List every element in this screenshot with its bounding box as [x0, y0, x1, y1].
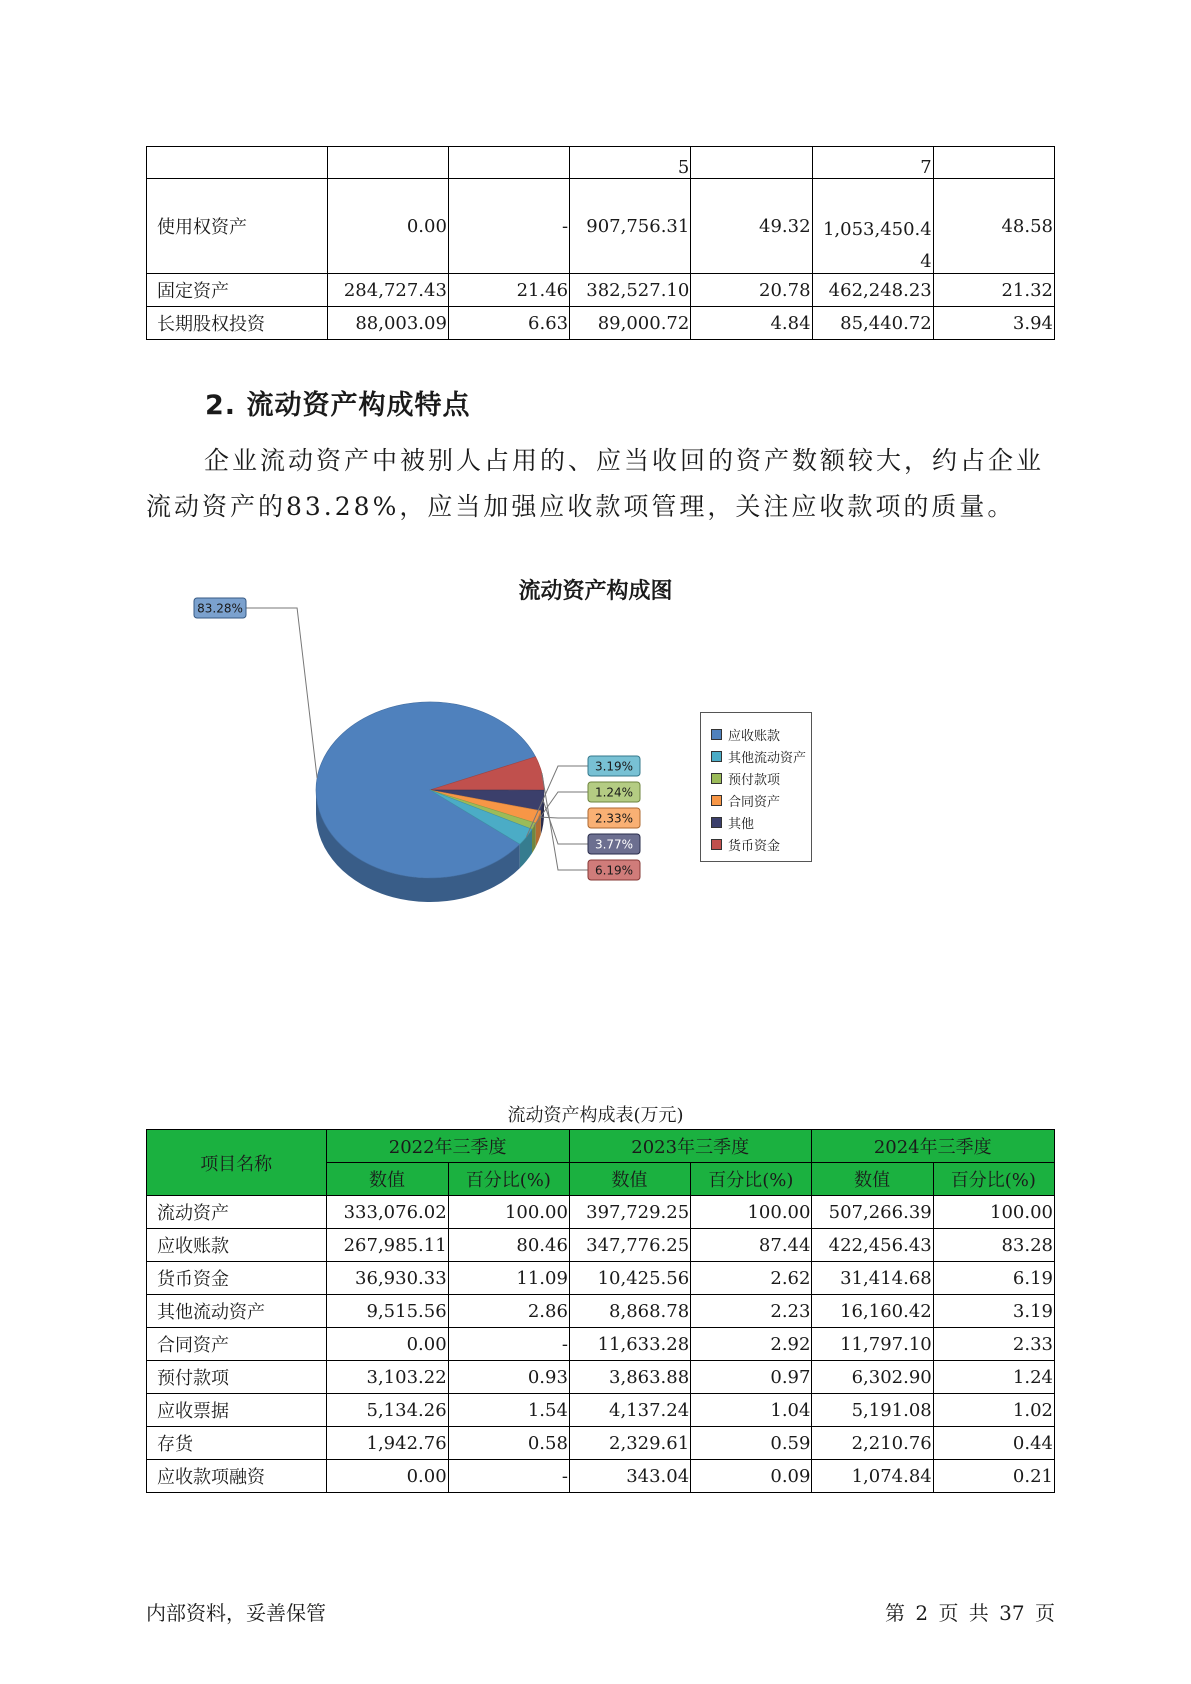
percent-cell: 3.19 [933, 1295, 1054, 1328]
legend-swatch [711, 817, 722, 828]
legend-swatch [711, 773, 722, 784]
table-row [147, 274, 1055, 307]
percent-cell: 0.21 [933, 1460, 1054, 1493]
table-row [147, 179, 1055, 274]
percent-cell: - [448, 179, 569, 274]
value-cell: 2,329.61 [569, 1427, 690, 1460]
legend-label: 应收账款 [728, 728, 781, 744]
percent-cell: 0.93 [448, 1361, 569, 1394]
percent-cell: 1.04 [691, 1394, 812, 1427]
percent-cell: 0.44 [933, 1427, 1054, 1460]
value-cell: 11,633.28 [569, 1328, 690, 1361]
table-row [147, 1460, 1055, 1493]
row-label: 使用权资产 [147, 179, 328, 274]
data-label: 83.28% [197, 601, 243, 616]
current-assets-table [146, 1129, 1055, 1493]
value-cell: 36,930.33 [327, 1262, 448, 1295]
value-cell: 0.00 [327, 1328, 448, 1361]
table-cell: 5 [570, 147, 691, 179]
data-label: 2.33% [594, 811, 634, 826]
value-cell: 85,440.72 [812, 307, 933, 340]
row-label: 预付款项 [147, 1361, 327, 1394]
column-header-period: 2022年三季度 [327, 1130, 570, 1163]
row-label: 长期股权投资 [147, 307, 328, 340]
value-cell: 3,103.22 [327, 1361, 448, 1394]
row-label: 固定资产 [147, 274, 328, 307]
table-row [147, 1328, 1055, 1361]
column-header-value: 数值 [327, 1163, 448, 1196]
percent-cell: 100.00 [448, 1196, 569, 1229]
value-line-1: 1,053,450.4 [822, 219, 932, 240]
row-label: 应收账款 [147, 1229, 327, 1262]
value-cell: 4,137.24 [569, 1394, 690, 1427]
table-cell [933, 147, 1054, 179]
pie-chart [190, 601, 670, 910]
legend-item [701, 789, 811, 811]
column-header-value: 数值 [812, 1163, 933, 1196]
percent-cell: 48.58 [933, 179, 1054, 274]
table-cell [147, 147, 328, 179]
leader-line [246, 608, 317, 778]
column-header-percent: 百分比(%) [933, 1163, 1054, 1196]
percent-cell: 20.78 [691, 274, 812, 307]
legend-label: 其他流动资产 [728, 750, 807, 766]
value-cell: 382,527.10 [570, 274, 691, 307]
percent-cell: 0.97 [691, 1361, 812, 1394]
row-label: 合同资产 [147, 1328, 327, 1361]
column-header-period: 2024年三季度 [812, 1130, 1055, 1163]
percent-cell: - [448, 1460, 569, 1493]
percent-cell: 1.24 [933, 1361, 1054, 1394]
percent-cell: 2.33 [933, 1328, 1054, 1361]
column-header-name: 项目名称 [147, 1130, 327, 1196]
data-label: 1.24% [594, 785, 634, 800]
legend-swatch [711, 751, 722, 762]
table-row [147, 1196, 1055, 1229]
value-cell: 11,797.10 [812, 1328, 933, 1361]
value-cell: 2,210.76 [812, 1427, 933, 1460]
value-cell: 347,776.25 [569, 1229, 690, 1262]
value-cell: 8,868.78 [569, 1295, 690, 1328]
table-caption: 流动资产构成表(万元) [507, 1105, 684, 1126]
value-cell: 3,863.88 [569, 1361, 690, 1394]
percent-cell: 2.23 [691, 1295, 812, 1328]
row-label: 货币资金 [147, 1262, 327, 1295]
row-label: 流动资产 [147, 1196, 327, 1229]
row-label: 应收款项融资 [147, 1460, 327, 1493]
value-cell: 462,248.23 [812, 274, 933, 307]
percent-cell: 4.84 [691, 307, 812, 340]
table-row [147, 307, 1055, 340]
table-cell [448, 147, 569, 179]
legend-item [701, 833, 811, 855]
body-paragraph: 企业流动资产中被别人占用的、应当收回的资产数额较大，约占企业流动资产的83.28%，应当加强应收款项管理，关注应收款项的质量。 [146, 446, 1045, 521]
table-cell [691, 147, 812, 179]
chart-legend [700, 712, 812, 862]
percent-cell: 3.94 [933, 307, 1054, 340]
table-row [147, 1295, 1055, 1328]
value-cell: 88,003.09 [327, 307, 448, 340]
value-cell: 31,414.68 [812, 1262, 933, 1295]
percent-cell: 6.19 [933, 1262, 1054, 1295]
table-cell [327, 147, 448, 179]
percent-cell: 2.62 [691, 1262, 812, 1295]
value-cell: 507,266.39 [812, 1196, 933, 1229]
value-cell: 267,985.11 [327, 1229, 448, 1262]
value-cell: 5,134.26 [327, 1394, 448, 1427]
percent-cell: 21.32 [933, 274, 1054, 307]
footer-confidential: 内部资料，妥善保管 [146, 1601, 326, 1625]
percent-cell: 83.28 [933, 1229, 1054, 1262]
percent-cell: 1.02 [933, 1394, 1054, 1427]
table-row [147, 1262, 1055, 1295]
data-label: 3.19% [594, 759, 634, 774]
percent-cell: 0.59 [691, 1427, 812, 1460]
table-row [147, 1229, 1055, 1262]
value-line-2: 4 [920, 251, 932, 272]
value-cell: 0.00 [327, 179, 448, 274]
leader-line [539, 817, 588, 818]
percent-cell: 49.32 [691, 179, 812, 274]
table-cell: 7 [812, 147, 933, 179]
value-cell: 89,000.72 [570, 307, 691, 340]
value-cell: 1,074.84 [812, 1460, 933, 1493]
value-cell: 6,302.90 [812, 1361, 933, 1394]
legend-label: 预付款项 [728, 772, 781, 788]
percent-cell: 100.00 [691, 1196, 812, 1229]
value-cell: 9,515.56 [327, 1295, 448, 1328]
table-row [147, 147, 1055, 179]
legend-swatch [711, 839, 722, 850]
legend-item [701, 767, 811, 789]
legend-item [701, 723, 811, 745]
data-label: 3.77% [594, 837, 634, 852]
header-row [147, 1130, 1055, 1163]
legend-label: 合同资产 [728, 794, 781, 810]
legend-swatch [711, 795, 722, 806]
table-row [147, 1427, 1055, 1460]
legend-swatch [711, 729, 722, 740]
section-heading: 2. 流动资产构成特点 [205, 390, 471, 421]
asset-table-continued [146, 146, 1055, 340]
percent-cell: 100.00 [933, 1196, 1054, 1229]
legend-item [701, 811, 811, 833]
percent-cell: 80.46 [448, 1229, 569, 1262]
row-label: 存货 [147, 1427, 327, 1460]
percent-cell: 6.63 [448, 307, 569, 340]
column-header-percent: 百分比(%) [691, 1163, 812, 1196]
footer-page-number: 第 2 页 共 37 页 [885, 1601, 1055, 1625]
column-header-period: 2023年三季度 [569, 1130, 812, 1163]
value-cell: 0.00 [327, 1460, 448, 1493]
legend-label: 货币资金 [728, 838, 781, 854]
value-cell: 1,942.76 [327, 1427, 448, 1460]
percent-cell: 2.92 [691, 1328, 812, 1361]
value-cell [812, 179, 933, 274]
value-cell: 343.04 [569, 1460, 690, 1493]
value-cell: 422,456.43 [812, 1229, 933, 1262]
legend-label: 其他 [728, 816, 755, 832]
row-label: 应收票据 [147, 1394, 327, 1427]
value-cell: 907,756.31 [570, 179, 691, 274]
value-cell: 333,076.02 [327, 1196, 448, 1229]
percent-cell: 0.09 [691, 1460, 812, 1493]
legend-item [701, 745, 811, 767]
value-cell: 10,425.56 [569, 1262, 690, 1295]
row-label: 其他流动资产 [147, 1295, 327, 1328]
value-cell: 5,191.08 [812, 1394, 933, 1427]
percent-cell: 1.54 [448, 1394, 569, 1427]
value-cell: 16,160.42 [812, 1295, 933, 1328]
column-header-percent: 百分比(%) [448, 1163, 569, 1196]
percent-cell: 2.86 [448, 1295, 569, 1328]
percent-cell: 21.46 [448, 274, 569, 307]
value-cell: 397,729.25 [569, 1196, 690, 1229]
value-cell: 284,727.43 [327, 274, 448, 307]
percent-cell: 11.09 [448, 1262, 569, 1295]
data-label: 6.19% [594, 863, 634, 878]
column-header-value: 数值 [569, 1163, 690, 1196]
chart-title: 流动资产构成图 [518, 579, 673, 604]
percent-cell: - [448, 1328, 569, 1361]
percent-cell: 0.58 [448, 1427, 569, 1460]
percent-cell: 87.44 [691, 1229, 812, 1262]
table-row [147, 1394, 1055, 1427]
table-row [147, 1361, 1055, 1394]
